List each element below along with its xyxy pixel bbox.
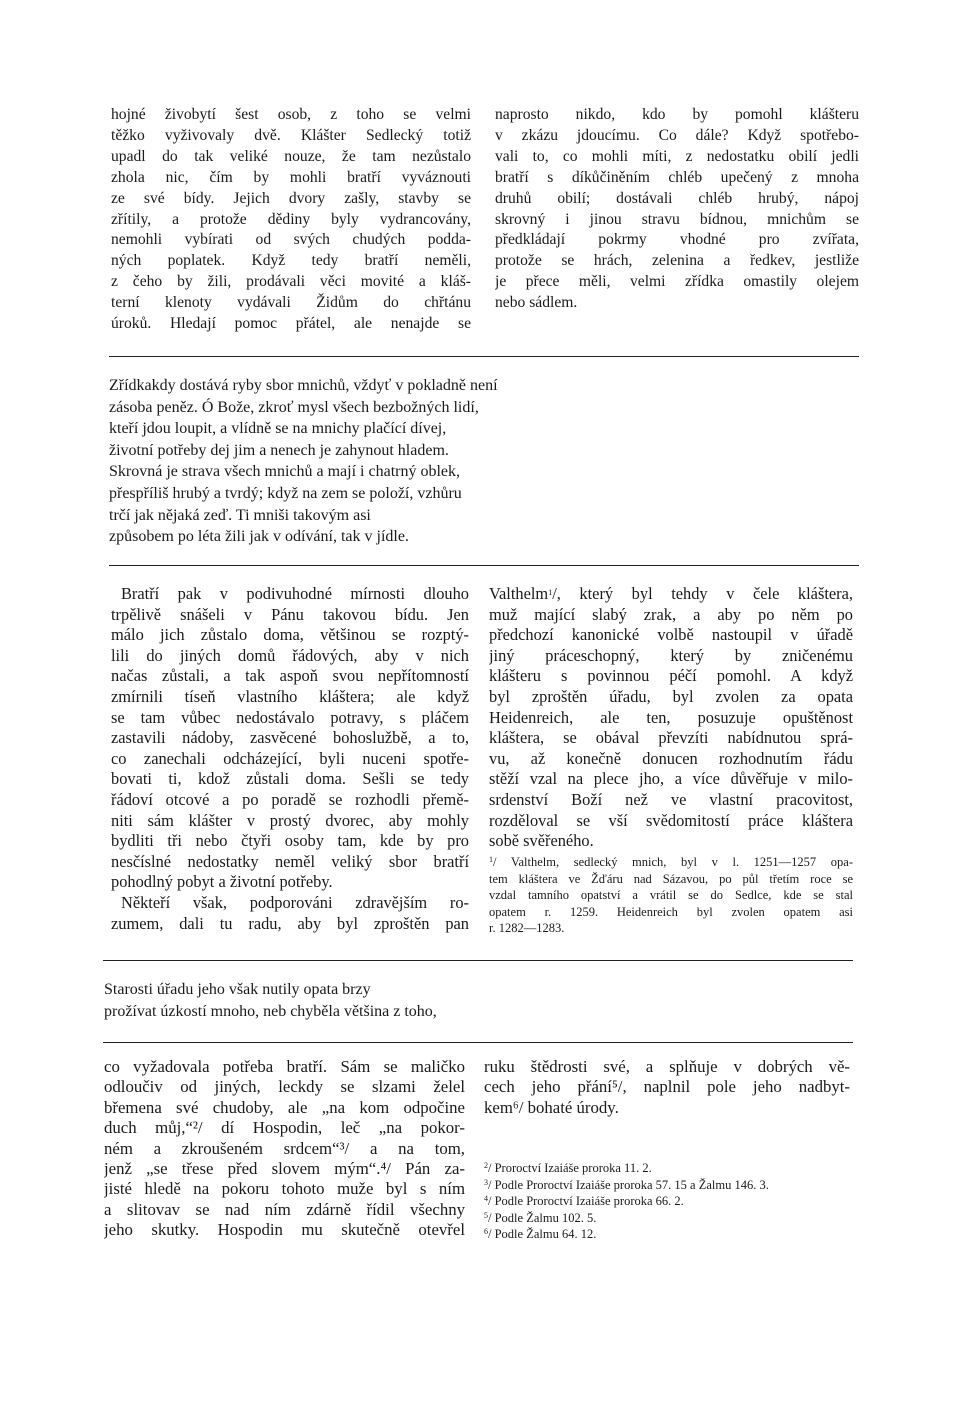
text-line: zumem, dali tu radu, aby byl zproštěn pan	[111, 913, 469, 933]
text-line: druhů obilí; dostávali chléb hrubý, nápoj	[495, 189, 859, 207]
text-line: břemena své chudoby, ale „na kom odpočine	[104, 1097, 465, 1117]
section1-right-column	[495, 105, 859, 314]
text-line	[489, 584, 853, 605]
text-line: byl zproštěn úřadu, byl zvolen za opata	[489, 686, 853, 706]
text-line: se tam vůbec nedostávalo potravy, s pláčem	[111, 707, 469, 727]
section2-left-column	[111, 584, 469, 934]
verse-line: kteří jdou loupit, a vlídně se na mnichy plačící dívej,	[109, 420, 447, 438]
text-line: skrovný i jinou stravu bídnou, mnichům se	[495, 210, 859, 228]
text-line: co zanechali odcházející, byli nuceni spotře-	[111, 748, 469, 768]
text-line: předchozí kanonické volbě nastoupil v úřadě	[489, 625, 853, 645]
text-line: ruku štědrosti své, a splňuje v dobrých vě-	[484, 1057, 850, 1076]
text-line: cech jeho přání⁵/, naplnil pole jeho nadbyt-	[484, 1077, 850, 1097]
text-line: načas zůstali, a tak aspoň svou nepřítomností	[111, 666, 469, 686]
text-line: vali to, co mohli míti, z nedostatku obilí jedli	[495, 147, 859, 165]
text-line: zmírnili tíseň vlastního kláštera; ale když	[111, 686, 469, 706]
text-line: ném a zkroušeném srdcem“³/ a na tom,	[104, 1138, 465, 1158]
footnote-ref-word: Valthelm	[489, 584, 549, 603]
text-line: stěží vzal na plece jho, a více důvěřuje v milo-	[489, 769, 853, 789]
text-line: jeho skutky. Hospodin mu skutečně otevřel	[104, 1220, 465, 1240]
verse-line: přespříliš hrubý a tvrdý; když na zem se položí, vzhůru	[109, 484, 462, 502]
text-line: terní klenoty vydávali Židům do chřtánu	[111, 294, 471, 312]
text-line: málo jich zůstalo doma, většinou se rozptý-	[111, 625, 469, 645]
text-line: úroků. Hledají pomoc přátel, ale nenajde se	[111, 315, 471, 333]
footnote-1	[489, 854, 853, 937]
divider-rule	[103, 960, 853, 961]
text-line: zastavili nádoby, zasvěcené bohoslužbě, a to,	[111, 728, 469, 748]
footnote-line: tem kláštera ve Žďáru nad Sázavou, po půl třetím roce se	[489, 871, 853, 886]
text-line: Někteří však, podporováni zdravějším ro-	[121, 892, 469, 912]
verse-line: trčí jak nějaká zeď. Ti mniši takovým asi	[109, 506, 371, 524]
section1-left-column	[111, 105, 471, 335]
verse-line: způsobem po léta žili jak v odívání, tak v jídle.	[109, 528, 409, 546]
section3-right-column	[484, 1057, 850, 1118]
text-line: rozděloval se vší svědomitostí práce kláštera	[489, 810, 853, 830]
footnote-line: r. 1282—1283.	[489, 921, 565, 936]
text-line: srdenství Boží než ve vlastní pracovitost,	[489, 789, 853, 809]
footnote	[484, 1226, 854, 1243]
footnote	[484, 1160, 854, 1177]
verse-line: životní potřeby dej jim a nenech je zahynout hladem.	[109, 441, 449, 459]
footnote	[484, 1193, 854, 1210]
footnote-mark: 4	[484, 1194, 488, 1204]
text-line: lili do jiných domů řádových, aby v nich	[111, 645, 469, 665]
text-line: zřítily, a protože dědiny byly vydrancovány,	[111, 210, 471, 228]
text-line: trpělivě snášeli v Pánu takovou bídu. Jen	[111, 604, 469, 624]
text-line: protože se hrách, zelenina a ředkev, jestliže	[495, 252, 859, 270]
footnote-text: / Podle Proroctví Izaiáše proroka 57. 15 a Žalmu 146. 3.	[488, 1177, 769, 1192]
text-line: v zkázu jdoucímu. Co dále? Když spotřebo-	[495, 126, 859, 144]
text-line: jenž „se třese před slovem mým“.⁴/ Pán za-	[104, 1159, 465, 1179]
text-line: co vyžadovala potřeba bratří. Sám se maličko	[104, 1057, 465, 1076]
verse-block-1	[109, 375, 669, 548]
text-line: hojné živobytí šest osob, z toho se velmi	[111, 106, 471, 123]
verse-line: prožívat úzkostí mnoho, neb chyběla většina z toho,	[104, 1002, 437, 1020]
text-fragment: /, který byl tehdy v čele kláštera,	[552, 584, 853, 603]
text-line: ze své bídy. Jejich dvory zašly, stavby se	[111, 189, 471, 207]
text-line: vu, až konečně donucen rozhodnutím řádu	[489, 748, 853, 768]
text-line: Bratří pak v podivuhodné mírnosti dlouho	[121, 584, 469, 603]
text-line: zhola nic, čím by mohli bratří vyváznouti	[111, 168, 471, 186]
text-line: Heidenreich, ale ten, posuzuje opuštěnost	[489, 707, 853, 727]
text-line: jiný práceschopný, který by zničenému	[489, 645, 853, 665]
footnotes-list	[484, 1160, 854, 1243]
section2-right-column	[489, 584, 853, 852]
text-line: muž mající slabý zrak, a aby po něm po	[489, 604, 853, 624]
text-line: sobě svěřeného.	[489, 831, 594, 851]
footnote-text: / Valthelm, sedlecký mnich, byl v l. 1251—1257 opa-	[493, 855, 853, 869]
footnote-text: / Podle Žalmu 102. 5.	[488, 1210, 597, 1225]
verse-line: Skrovná je strava všech mnichů a mají i chatrný oblek,	[109, 463, 461, 481]
footnote	[484, 1210, 854, 1227]
footnote-text: / Podle Proroctví Izaiáše proroka 66. 2.	[488, 1194, 684, 1209]
text-line: naprosto nikdo, kdo by pomohl klášteru	[495, 106, 859, 123]
text-line: duch můj,“²/ dí Hospodin, leč „na pokor-	[104, 1118, 465, 1138]
text-line: jisté hledě na pokoru tohoto muže byl s ním	[104, 1179, 465, 1199]
verse-line: Zřídkakdy dostává ryby sbor mnichů, vždyť v pokladně není	[109, 377, 498, 394]
text-line: ných poplatek. Když tedy bratří neměli,	[111, 252, 471, 270]
footnote-line: vzdal tamního opatství a vrátil se do Sedlce, kde se stal	[489, 888, 853, 903]
text-line: klášteru s povinnou péčí pomohl. A když	[489, 666, 853, 686]
text-line: bratří s díkůčiněním chléb upečený z mnoha	[495, 168, 859, 186]
footnote-mark: 5	[484, 1210, 488, 1220]
text-line: je přece měli, velmi zřídka omastily olejem	[495, 273, 859, 291]
footnote-mark: 1	[489, 855, 493, 864]
verse-line: Starosti úřadu jeho však nutily opata brzy	[104, 981, 371, 998]
divider-rule	[109, 565, 859, 566]
footnote-line	[489, 854, 853, 871]
text-line: nemohli vybírati od svých chudých podda-	[111, 231, 471, 249]
text-line: nesčíslné nedostatky neměl veliký sbor bratří	[111, 851, 469, 871]
text-line: odloučiv od jiných, leckdy se slzami želel	[104, 1077, 465, 1097]
text-line: bydliti tři nebo čtyři osoby tam, kde by pro	[111, 831, 469, 851]
footnote-text: / Proroctví Izaiáše proroka 11. 2.	[488, 1161, 652, 1175]
verse-line: zásoba peněz. Ó Bože, zkroť mysl všech bezbožných lidí,	[109, 398, 479, 416]
footnote-mark: 2	[484, 1161, 488, 1170]
text-line: niti sám klášter v prostý dvorec, aby mohly	[111, 810, 469, 830]
text-line: řádoví otcové a po poradě se rozhodli přemě-	[111, 789, 469, 809]
text-line: kem⁶/ bohaté úrody.	[484, 1097, 619, 1117]
text-line: z čeho by žili, prodávali věci movité a kláš-	[111, 273, 471, 291]
divider-rule	[109, 356, 859, 357]
verse-block-2	[104, 979, 664, 1022]
footnote-mark: 6	[484, 1227, 488, 1237]
divider-rule	[103, 1042, 853, 1043]
text-line: nebo sádlem.	[495, 294, 578, 312]
text-line: pohodlný pobyt a životní potřeby.	[111, 872, 333, 892]
footnote	[484, 1177, 854, 1194]
text-line: těžko vyživovaly dvě. Klášter Sedlecký totiž	[111, 126, 471, 144]
text-line: a slitovav se nad ním zdárně řídil všechny	[104, 1199, 465, 1219]
text-line: předkládají pokrmy vhodné pro zvířata,	[495, 231, 859, 249]
section3-left-column	[104, 1057, 465, 1241]
footnote-text: / Podle Žalmu 64. 12.	[488, 1227, 597, 1242]
footnote-line: opatem r. 1259. Heidenreich byl zvolen opatem asi	[489, 904, 853, 919]
footnote-ref-mark: 1	[548, 588, 553, 597]
text-line: kláštera, se obával převzíti nabídnutou sprá-	[489, 728, 853, 748]
text-line: upadl do tak veliké nouze, že tam nezůstalo	[111, 147, 471, 165]
footnote-mark: 3	[484, 1177, 488, 1187]
text-line: bovati ti, kdož zůstali doma. Sešli se tedy	[111, 769, 469, 789]
